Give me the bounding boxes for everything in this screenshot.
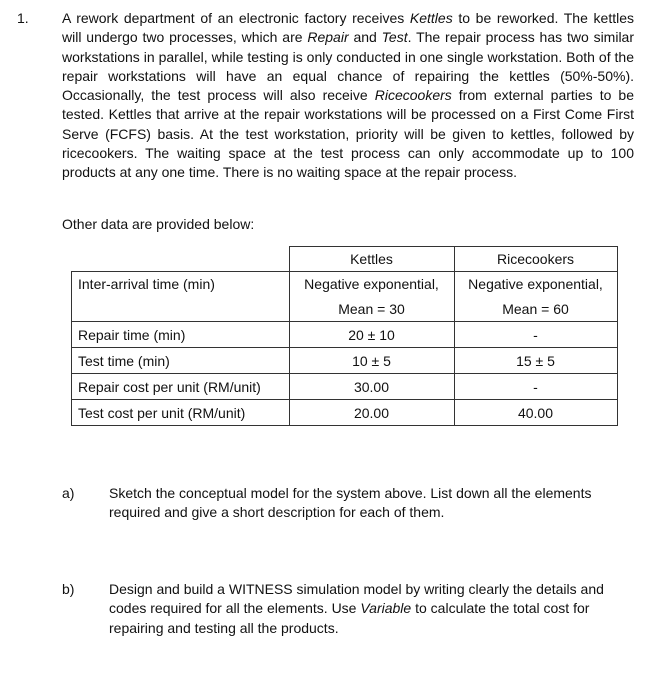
part-b-seg: Design and build a WITNESS simulation model by writing clearly the details and codes required for all the elements. Use [109,581,604,617]
question-number: 1. [17,10,29,26]
part-a-text: Sketch the conceptual model for the system above. List down all the elements required and give a short description for each of them. [109,485,592,521]
row-label-interarrival: Inter-arrival time (min) [72,272,290,322]
para-seg: A rework department of an electronic factory receives [62,10,410,26]
para-seg: . The repair process has two similar workstations in parallel, while testing is only conducted in one single workstation. Both of the repair workstations will have an equal chance of repairing the kettles (50%-50%). Occasionally, the test process will also receive [62,29,635,104]
row-label: Test time (min) [72,348,290,374]
row-label: Repair time (min) [72,322,290,348]
table-row [72,348,618,374]
table-corner [72,247,290,272]
cell-kettles-interarrival-2: Mean = 30 [289,297,454,322]
cell-rice: - [454,374,617,400]
question-paragraph [62,9,634,183]
cell-kettles: 30.00 [289,374,454,400]
para-seg-ricecookers: Ricecookers [374,87,452,104]
table-row [72,400,618,426]
part-b-seg-variable: Variable [360,600,412,617]
para-seg-repair: Repair [307,29,349,46]
part-a-label: a) [62,485,75,501]
cell-kettles: 20 ± 10 [289,322,454,348]
para-seg: and [348,29,382,46]
para-seg: from external parties to be tested. Kettles that arrive at the repair workstations will be processed on a First Come First Serve (FCFS) basis. At the test workstation, priority will be given to kettles, followed by ricecookers. The waiting space at the test process can only accommodate up to 100 products at any one time. There is no waiting space at the repair process. [62,87,634,181]
row-label: Test cost per unit (RM/unit) [72,400,290,426]
cell-rice-interarrival-1: Negative exponential, [454,272,617,297]
part-b-label: b) [62,581,75,597]
para-seg-kettles: Kettles [409,10,453,26]
cell-kettles: 20.00 [289,400,454,426]
cell-rice: - [454,322,617,348]
cell-kettles-interarrival-1: Negative exponential, [289,272,454,297]
cell-rice: 40.00 [454,400,617,426]
cell-kettles: 10 ± 5 [289,348,454,374]
header-kettles: Kettles [289,247,454,272]
cell-rice-interarrival-2: Mean = 60 [454,297,617,322]
part-b-seg: to calculate the total cost for repairing and testing all the products. [109,600,590,636]
part-b-text [109,580,634,638]
row-label: Repair cost per unit (RM/unit) [72,374,290,400]
table-row [72,374,618,400]
table-row [72,322,618,348]
other-data-label: Other data are provided below: [62,216,255,232]
para-seg-test: Test [381,29,408,46]
header-ricecookers: Ricecookers [454,247,617,272]
cell-rice: 15 ± 5 [454,348,617,374]
data-table [71,246,618,426]
para-seg: to be reworked. The kettles will undergo two processes, which are [62,10,634,46]
